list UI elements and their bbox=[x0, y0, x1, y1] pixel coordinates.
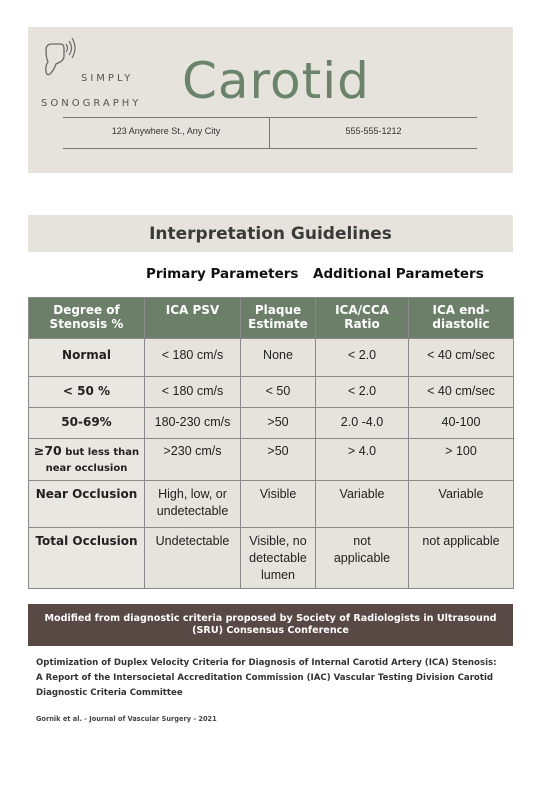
table-cell: > 100 bbox=[409, 439, 514, 481]
table-row bbox=[29, 481, 514, 528]
table-cell: < 2.0 bbox=[316, 339, 409, 377]
header-ica-end-diastolic: ICA end- diastolic bbox=[409, 298, 514, 339]
divider bbox=[63, 117, 477, 118]
row-label-70-plus: ≥70 but less than near occlusion bbox=[29, 439, 145, 481]
phone-text: 555-555-1212 bbox=[345, 126, 402, 136]
header-banner bbox=[28, 27, 513, 173]
table-cell: 2.0 -4.0 bbox=[316, 408, 409, 439]
table-cell: not applicable bbox=[409, 528, 514, 589]
row-label-near-occlusion: Near Occlusion bbox=[29, 481, 145, 528]
table-cell: High, low, or undetectable bbox=[145, 481, 241, 528]
header-ica-cca-ratio: ICA/CCA Ratio bbox=[316, 298, 409, 339]
table-row bbox=[29, 408, 514, 439]
table-cell: Visible, no detectable lumen bbox=[241, 528, 316, 589]
table-cell: 40-100 bbox=[409, 408, 514, 439]
address-text: 123 Anywhere St., Any City bbox=[111, 126, 221, 136]
table-cell: Variable bbox=[409, 481, 514, 528]
source-note-text: Modified from diagnostic criteria proposed by Society of Radiologists in Ultrasound (SRU) Consensus Conference bbox=[44, 612, 497, 636]
table-cell: >50 bbox=[241, 408, 316, 439]
table-row bbox=[29, 528, 514, 589]
ultrasound-probe-icon bbox=[42, 36, 76, 80]
table-cell: Visible bbox=[241, 481, 316, 528]
row-label-normal: Normal bbox=[29, 339, 145, 377]
table-header-row bbox=[29, 298, 514, 339]
header-degree-of-stenosis: Degree of Stenosis % bbox=[29, 298, 145, 339]
table-cell: Variable bbox=[316, 481, 409, 528]
table-cell: not applicable bbox=[316, 528, 409, 589]
row-label-under-50: < 50 % bbox=[29, 377, 145, 408]
table-cell: > 4.0 bbox=[316, 439, 409, 481]
table-cell: Undetectable bbox=[145, 528, 241, 589]
reference-text: Optimization of Duplex Velocity Criteria for Diagnosis of Internal Carotid Artery (ICA) Stenosis: A Report of the Intersocietal Accreditation Commission (IAC) Vascular Testing Division Carotid Diagnostic Criteria Committee bbox=[36, 658, 497, 698]
header-plaque-estimate: Plaque Estimate bbox=[241, 298, 316, 339]
table-cell: < 2.0 bbox=[316, 377, 409, 408]
header-ica-psv: ICA PSV bbox=[145, 298, 241, 339]
source-note-banner bbox=[28, 604, 513, 646]
guidelines-title: Interpretation Guidelines bbox=[149, 223, 392, 244]
table-row bbox=[29, 339, 514, 377]
citation-text: Gornik et al. - Journal of Vascular Surgery - 2021 bbox=[36, 715, 217, 723]
brand-name-line2: SONOGRAPHY bbox=[41, 98, 142, 109]
table-cell: < 180 cm/s bbox=[145, 377, 241, 408]
table-cell: < 40 cm/sec bbox=[409, 377, 514, 408]
table-cell: < 40 cm/sec bbox=[409, 339, 514, 377]
table-row bbox=[29, 377, 514, 408]
table-cell: >50 bbox=[241, 439, 316, 481]
row-label-total-occlusion: Total Occlusion bbox=[29, 528, 145, 589]
table-row bbox=[29, 439, 514, 481]
divider bbox=[63, 148, 477, 149]
row-label-50-69: 50-69% bbox=[29, 408, 145, 439]
table-cell: >230 cm/s bbox=[145, 439, 241, 481]
brand-name-line1: SIMPLY bbox=[81, 73, 134, 84]
table-cell: < 50 bbox=[241, 377, 316, 408]
additional-parameters-label: Additional Parameters bbox=[313, 266, 484, 282]
table-cell: < 180 cm/s bbox=[145, 339, 241, 377]
guidelines-banner bbox=[28, 215, 513, 252]
page-title: Carotid bbox=[182, 52, 370, 110]
primary-parameters-label: Primary Parameters bbox=[146, 266, 299, 282]
interpretation-table bbox=[28, 297, 514, 589]
table-cell: 180-230 cm/s bbox=[145, 408, 241, 439]
table-cell: None bbox=[241, 339, 316, 377]
